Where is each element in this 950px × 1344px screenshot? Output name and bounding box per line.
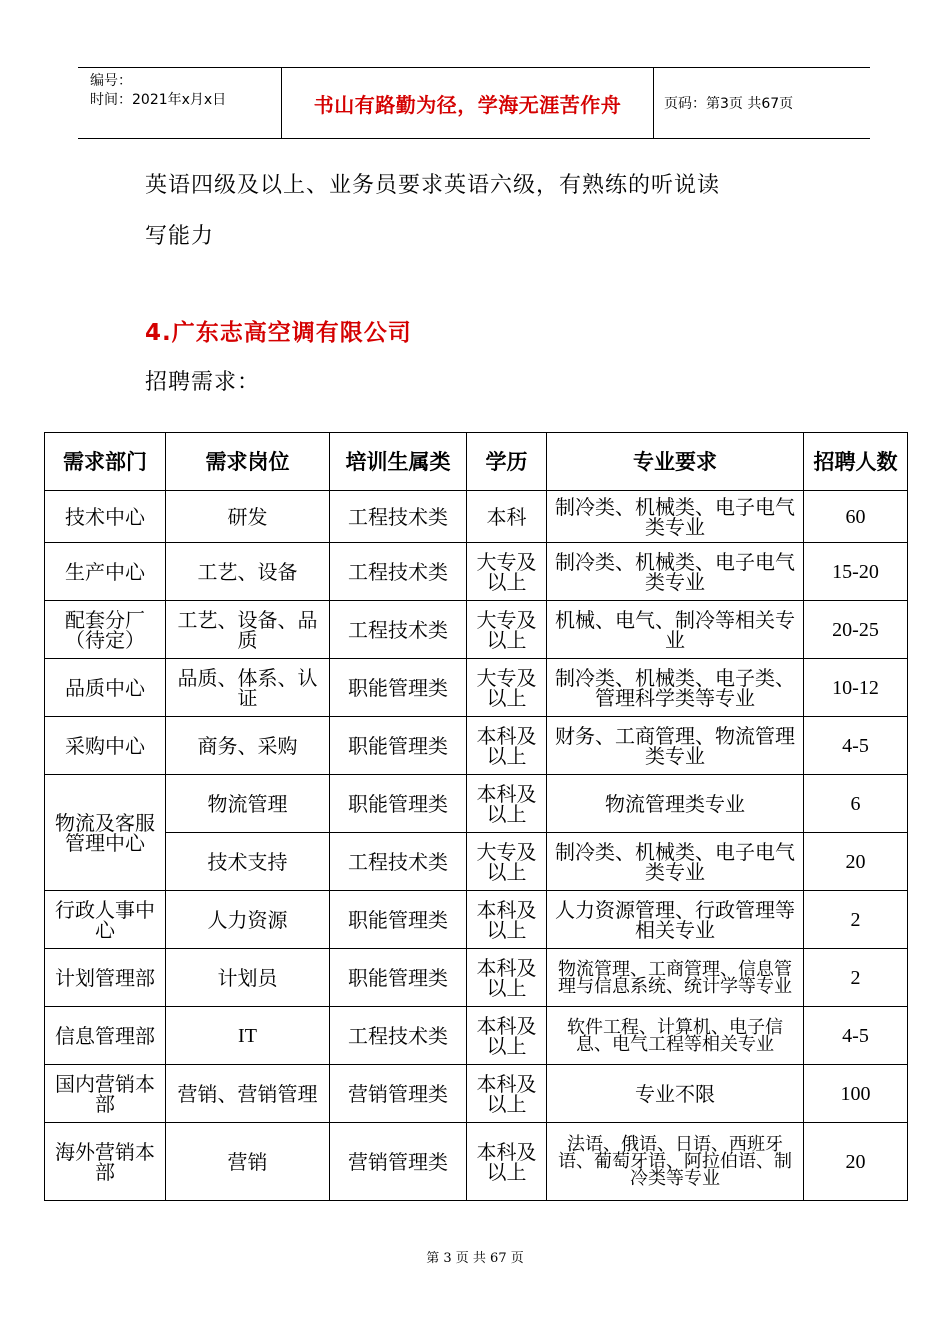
table-row (45, 717, 908, 775)
table-row (45, 659, 908, 717)
cell-position: 工艺、设备、品质 (166, 601, 330, 659)
cell-dept: 采购中心 (45, 717, 166, 775)
section-title: 4.广东志高空调有限公司 (145, 320, 412, 346)
cell-count: 2 (804, 891, 908, 949)
cell-category: 工程技术类 (330, 543, 467, 601)
cell-dept: 配套分厂（待定） (45, 601, 166, 659)
table-row (45, 1065, 908, 1123)
cell-education: 本科及以上 (467, 949, 547, 1007)
header-cell-education: 学历 (467, 433, 547, 491)
cell-dept: 信息管理部 (45, 1007, 166, 1065)
cell-dept: 海外营销本部 (45, 1123, 166, 1201)
cell-education: 大专及以上 (467, 601, 547, 659)
body-line-1: 英语四级及以上、业务员要求英语六级，有熟练的听说读 (145, 173, 721, 198)
cell-education: 本科及以上 (467, 1007, 547, 1065)
cell-dept: 行政人事中心 (45, 891, 166, 949)
header-cell-count: 招聘人数 (804, 433, 908, 491)
cell-education: 本科及以上 (467, 717, 547, 775)
cell-count: 4-5 (804, 1007, 908, 1065)
cell-dept: 国内营销本部 (45, 1065, 166, 1123)
cell-dept: 物流及客服管理中心 (45, 775, 166, 891)
cell-dept: 品质中心 (45, 659, 166, 717)
cell-category: 工程技术类 (330, 601, 467, 659)
table-row (45, 891, 908, 949)
table-row (45, 949, 908, 1007)
cell-position: 营销、营销管理 (166, 1065, 330, 1123)
cell-major: 人力资源管理、行政管理等相关专业 (547, 891, 804, 949)
cell-count: 20 (804, 833, 908, 891)
cell-count: 60 (804, 491, 908, 543)
cell-position: 工艺、设备 (166, 543, 330, 601)
header-meta (78, 68, 282, 138)
cell-education: 大专及以上 (467, 833, 547, 891)
table-row (45, 601, 908, 659)
cell-major: 软件工程、计算机、电子信息、电气工程等相关专业 (547, 1007, 804, 1065)
cell-position: 营销 (166, 1123, 330, 1201)
cell-education: 本科及以上 (467, 1065, 547, 1123)
cell-count: 2 (804, 949, 908, 1007)
cell-count: 4-5 (804, 717, 908, 775)
body-line-2: 写能力 (145, 224, 215, 249)
cell-major: 制冷类、机械类、电子电气类专业 (547, 491, 804, 543)
cell-position: 商务、采购 (166, 717, 330, 775)
cell-count: 20-25 (804, 601, 908, 659)
table-row (45, 543, 908, 601)
cell-major: 制冷类、机械类、电子类、管理科学类等专业 (547, 659, 804, 717)
recruitment-table (44, 432, 908, 1201)
table-row (45, 1007, 908, 1065)
header-cell-major: 专业要求 (547, 433, 804, 491)
cell-major: 制冷类、机械类、电子电气类专业 (547, 543, 804, 601)
cell-education: 本科 (467, 491, 547, 543)
cell-major: 财务、工商管理、物流管理类专业 (547, 717, 804, 775)
cell-count: 100 (804, 1065, 908, 1123)
cell-position: 研发 (166, 491, 330, 543)
cell-category: 工程技术类 (330, 833, 467, 891)
cell-count: 20 (804, 1123, 908, 1201)
table-row (45, 1123, 908, 1201)
cell-position: 技术支持 (166, 833, 330, 891)
cell-category: 职能管理类 (330, 775, 467, 833)
cell-count: 6 (804, 775, 908, 833)
cell-category: 职能管理类 (330, 949, 467, 1007)
page-footer: 第 3 页 共 67 页 (426, 1251, 524, 1266)
cell-education: 本科及以上 (467, 891, 547, 949)
cell-education: 大专及以上 (467, 659, 547, 717)
cell-category: 营销管理类 (330, 1065, 467, 1123)
cell-education: 本科及以上 (467, 775, 547, 833)
cell-position: 品质、体系、认证 (166, 659, 330, 717)
cell-position: 物流管理 (166, 775, 330, 833)
cell-major: 制冷类、机械类、电子电气类专业 (547, 833, 804, 891)
table-row (45, 775, 908, 833)
cell-category: 职能管理类 (330, 891, 467, 949)
cell-dept: 生产中心 (45, 543, 166, 601)
cell-major: 机械、电气、制冷等相关专业 (547, 601, 804, 659)
header-time: 时间：2021年x月x日 (90, 92, 227, 108)
cell-category: 职能管理类 (330, 659, 467, 717)
cell-education: 本科及以上 (467, 1123, 547, 1201)
cell-count: 10-12 (804, 659, 908, 717)
header-cell-position: 需求岗位 (166, 433, 330, 491)
cell-category: 工程技术类 (330, 1007, 467, 1065)
cell-major: 专业不限 (547, 1065, 804, 1123)
cell-education: 大专及以上 (467, 543, 547, 601)
header-number: 编号： (90, 73, 132, 89)
header-page-info: 页码：第3页 共67页 (664, 96, 794, 112)
cell-major: 法语、俄语、日语、西班牙语、葡萄牙语、阿拉伯语、制冷类等专业 (547, 1123, 804, 1201)
table-row (45, 833, 908, 891)
cell-category: 职能管理类 (330, 717, 467, 775)
header-cell-dept: 需求部门 (45, 433, 166, 491)
cell-position: 计划员 (166, 949, 330, 1007)
cell-position: 人力资源 (166, 891, 330, 949)
cell-dept: 计划管理部 (45, 949, 166, 1007)
page-header (78, 67, 870, 139)
sub-title: 招聘需求： (145, 370, 261, 395)
table-row (45, 491, 908, 543)
cell-major: 物流管理类专业 (547, 775, 804, 833)
cell-position: IT (166, 1007, 330, 1065)
cell-count: 15-20 (804, 543, 908, 601)
cell-dept: 技术中心 (45, 491, 166, 543)
table-header-row (45, 433, 908, 491)
cell-category: 营销管理类 (330, 1123, 467, 1201)
cell-major: 物流管理、工商管理、信息管理与信息系统、统计学等专业 (547, 949, 804, 1007)
header-motto: 书山有路勤为径，学海无涯苦作舟 (282, 68, 654, 138)
header-cell-category: 培训生属类 (330, 433, 467, 491)
cell-category: 工程技术类 (330, 491, 467, 543)
